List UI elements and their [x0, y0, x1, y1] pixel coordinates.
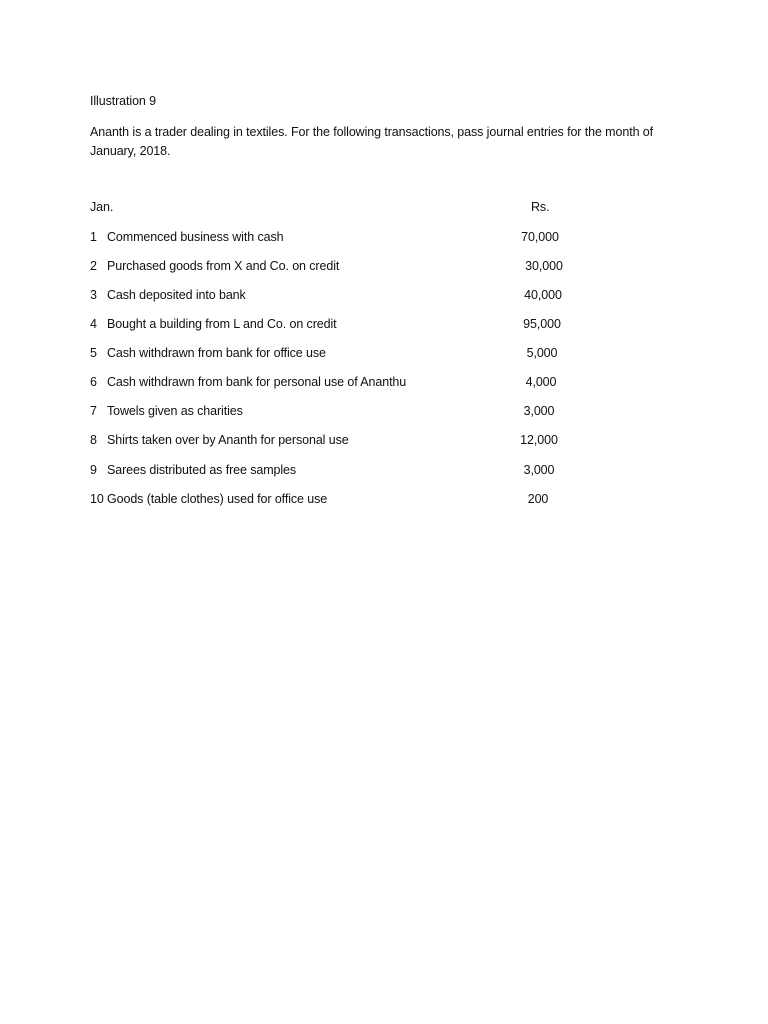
illustration-heading: Illustration 9	[90, 94, 156, 108]
transaction-amount: 4,000	[525, 375, 557, 389]
transaction-description: Cash withdrawn from bank for office use	[107, 346, 326, 360]
transaction-number: 8	[90, 433, 97, 447]
transaction-description: Sarees distributed as free samples	[107, 463, 297, 477]
transaction-amount: 3,000	[523, 404, 555, 418]
date-column-header: Jan.	[90, 200, 114, 214]
transaction-amount: 70,000	[521, 230, 559, 244]
transaction-number: 2	[90, 259, 97, 273]
transaction-number: 7	[90, 404, 97, 418]
transaction-row	[90, 259, 590, 277]
transaction-description: Bought a building from L and Co. on credit	[107, 317, 337, 331]
transaction-row	[90, 288, 590, 306]
transaction-description: Towels given as charities	[107, 404, 243, 418]
transaction-row	[90, 433, 590, 451]
transaction-amount: 12,000	[520, 433, 558, 447]
transaction-row	[90, 463, 590, 481]
transaction-row	[90, 230, 590, 248]
transaction-amount: 5,000	[526, 346, 558, 360]
transaction-number: 6	[90, 375, 97, 389]
transaction-amount: 30,000	[525, 259, 563, 273]
transaction-number: 9	[90, 463, 97, 477]
transaction-amount: 40,000	[524, 288, 562, 302]
transaction-description: Cash deposited into bank	[107, 288, 246, 302]
transaction-row	[90, 317, 590, 335]
transaction-description: Goods (table clothes) used for office use	[107, 492, 328, 506]
transaction-number: 3	[90, 288, 97, 302]
transaction-description: Commenced business with cash	[107, 230, 284, 244]
transaction-amount: 95,000	[523, 317, 561, 331]
transaction-amount: 3,000	[523, 463, 555, 477]
transaction-row	[90, 375, 590, 393]
transaction-number: 5	[90, 346, 97, 360]
transaction-number: 10	[90, 492, 104, 506]
transaction-number: 1	[90, 230, 97, 244]
transaction-row	[90, 346, 590, 364]
intro-paragraph: Ananth is a trader dealing in textiles. For the following transactions, pass journal entries for the month of January, 2018.	[90, 125, 654, 158]
transaction-description: Cash withdrawn from bank for personal use of Ananthu	[107, 375, 407, 389]
transaction-description: Purchased goods from X and Co. on credit	[107, 259, 340, 273]
transaction-number: 4	[90, 317, 97, 331]
transaction-description: Shirts taken over by Ananth for personal use	[107, 433, 349, 447]
transaction-row	[90, 404, 590, 422]
transaction-row	[90, 492, 590, 510]
transaction-amount: 200	[527, 492, 549, 506]
amount-column-header: Rs.	[531, 200, 550, 214]
